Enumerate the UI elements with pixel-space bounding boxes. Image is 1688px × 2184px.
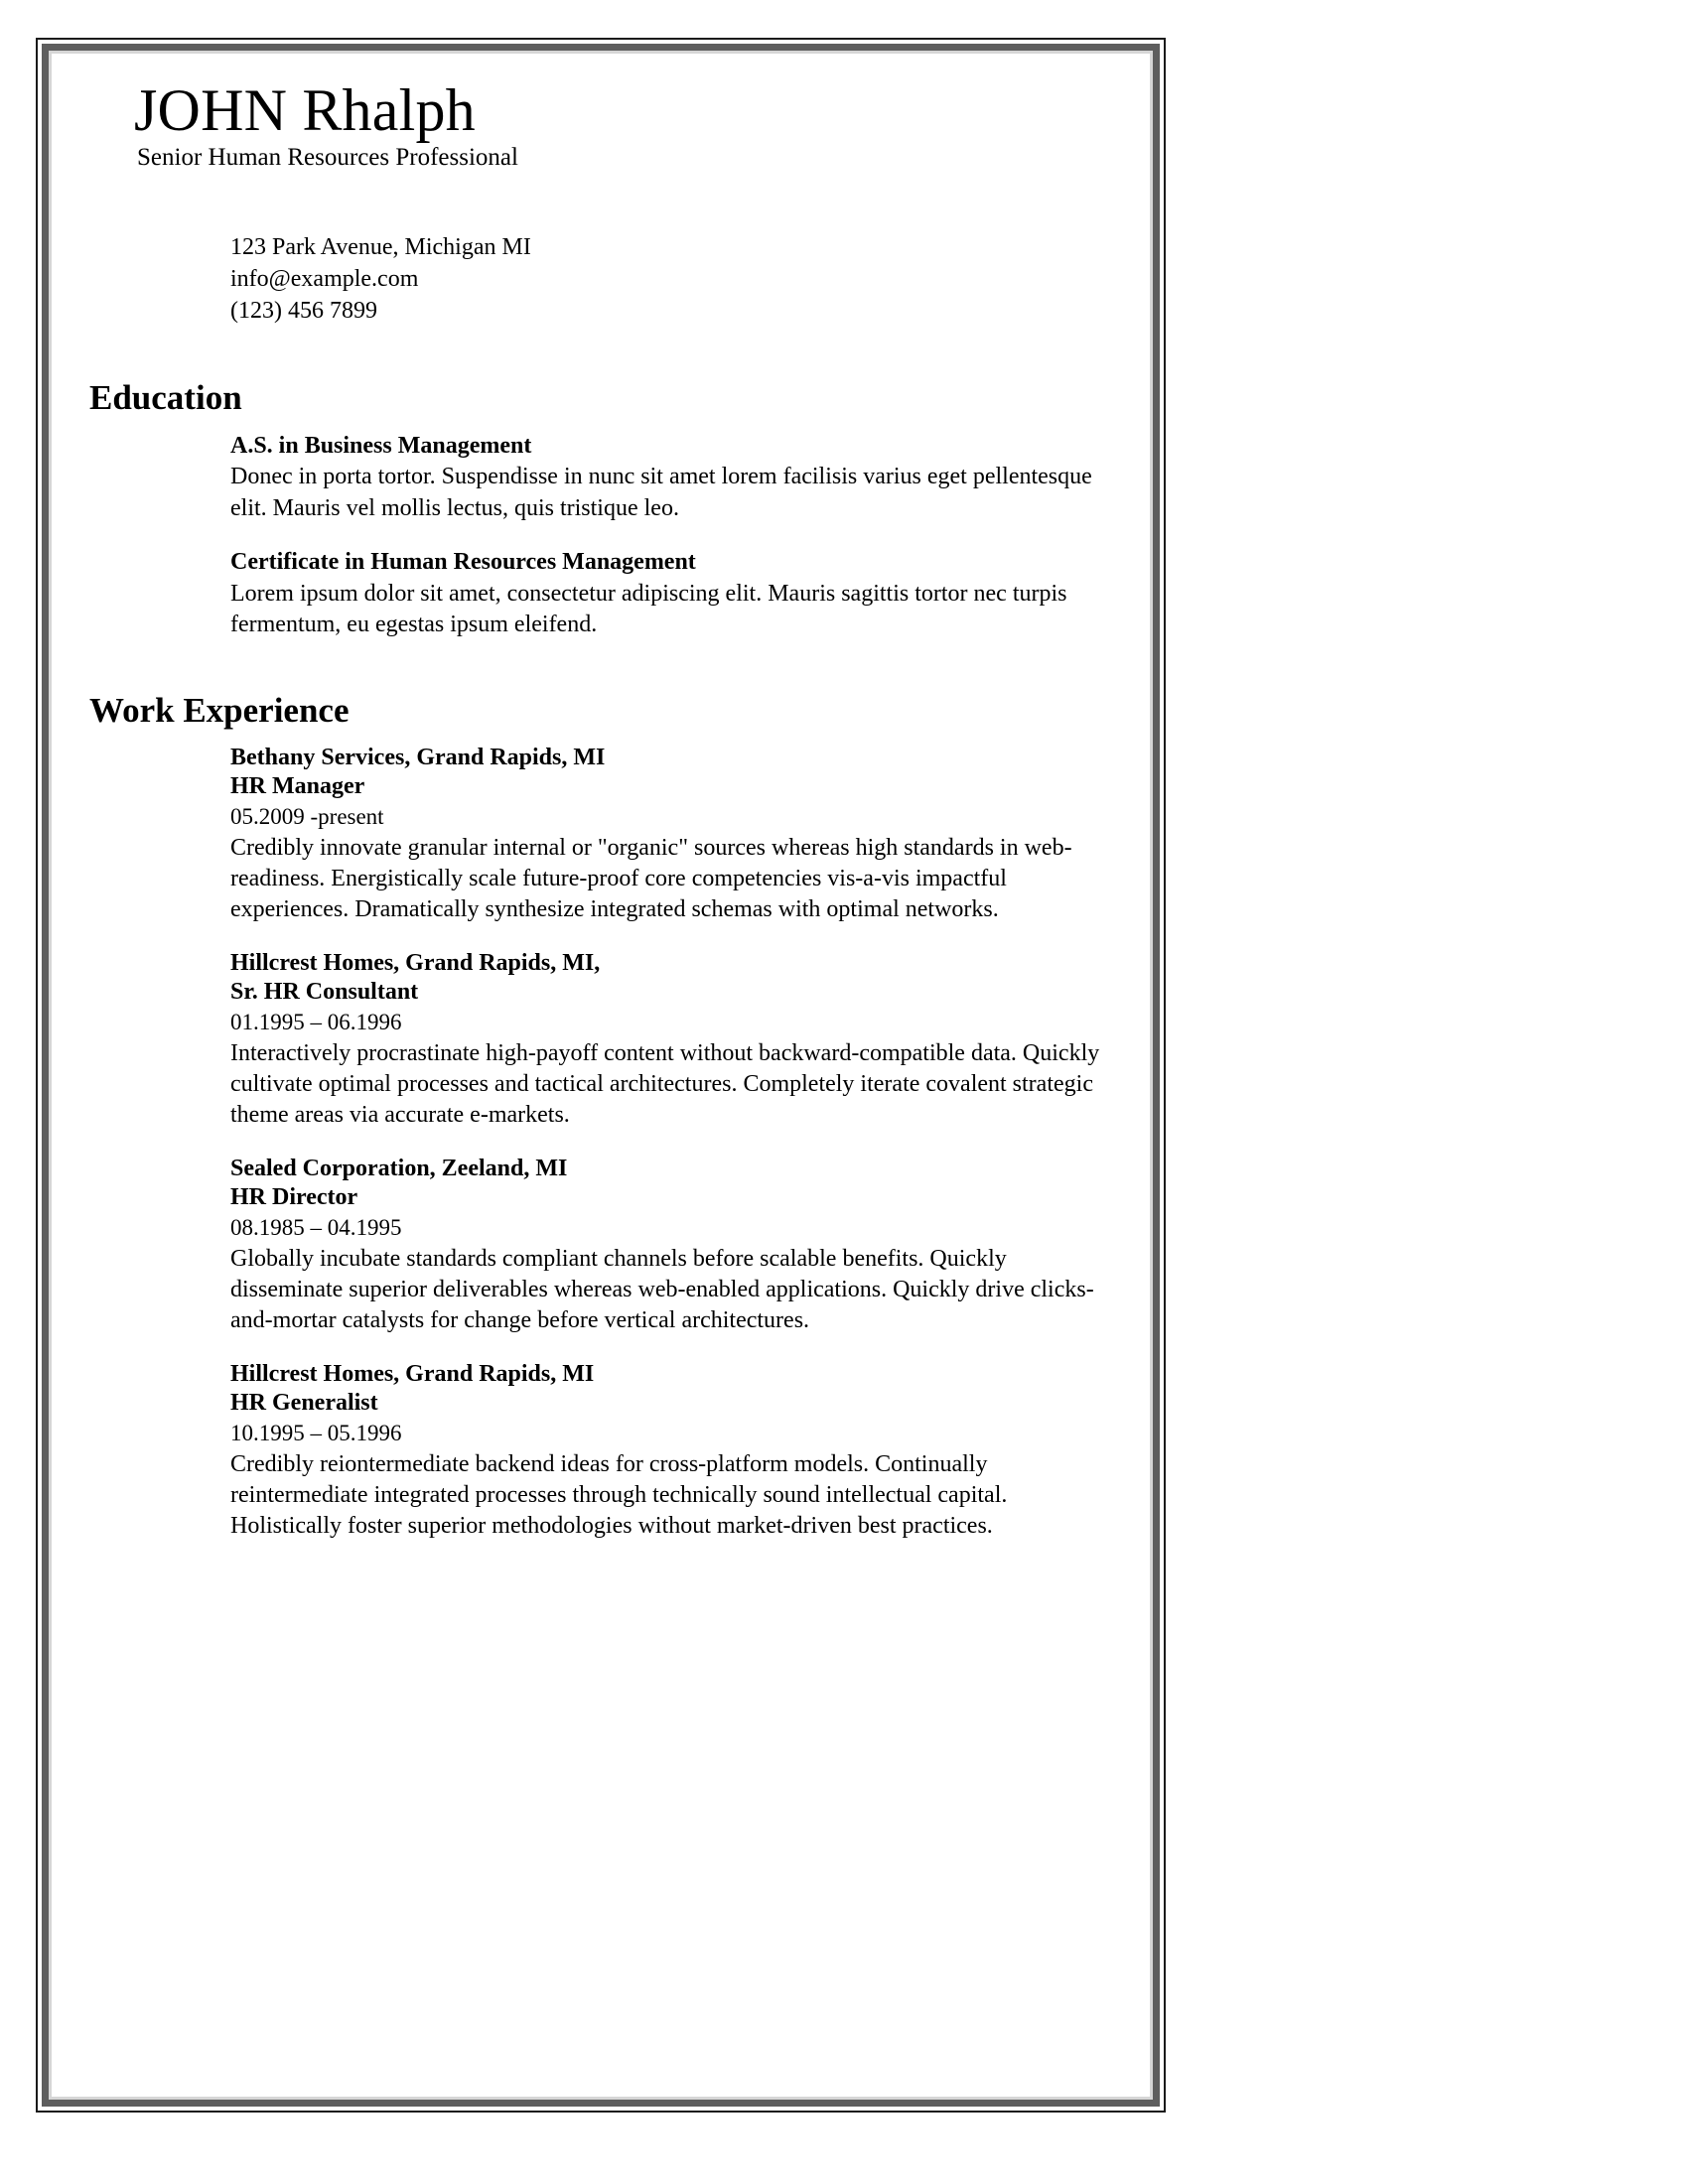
work-description: Interactively procrastinate high-payoff content without backward-compatible data. Quickly cultivate optimal processes and tactical architectures. Completely iterate covalent strategic theme areas via accurate e-markets. xyxy=(230,1039,1100,1129)
work-company: Sealed Corporation, Zeeland, MI xyxy=(230,1156,568,1182)
page-border-gray xyxy=(42,44,1160,2107)
professional-subtitle: Senior Human Resources Professional xyxy=(137,144,518,172)
work-role: HR Generalist xyxy=(230,1389,378,1416)
work-company: Bethany Services, Grand Rapids, MI xyxy=(230,745,606,771)
work-dates: 10.1995 – 05.1996 xyxy=(230,1420,402,1445)
work-company: Hillcrest Homes, Grand Rapids, MI, xyxy=(230,950,601,977)
work-role: HR Manager xyxy=(230,773,365,800)
contact-address: 123 Park Avenue, Michigan MI xyxy=(230,234,531,261)
resume-content xyxy=(52,54,1150,1571)
education-entry xyxy=(230,548,1120,640)
page-border-outer xyxy=(36,38,1166,2113)
section-work-experience xyxy=(89,692,1120,1542)
education-entry-list xyxy=(89,432,1120,640)
section-heading-education: Education xyxy=(89,378,242,418)
work-company: Hillcrest Homes, Grand Rapids, MI xyxy=(230,1361,595,1388)
work-dates: 01.1995 – 06.1996 xyxy=(230,1009,402,1034)
work-role: Sr. HR Consultant xyxy=(230,979,419,1006)
education-degree: Certificate in Human Resources Management xyxy=(230,548,696,575)
work-description: Credibly innovate granular internal or "organic" sources whereas high standards in web-readiness. Energistically scale future-proof core competencies vis-a-vis impactful experiences. Dramatically synthesize integrated schemas with optimal networks. xyxy=(230,834,1072,923)
education-description: Lorem ipsum dolor sit amet, consectetur adipiscing elit. Mauris sagittis tortor nec turpis fermentum, eu egestas ipsum eleifend. xyxy=(230,580,1067,637)
work-description: Globally incubate standards compliant channels before scalable benefits. Quickly disseminate superior deliverables whereas web-enabled applications. Quickly drive clicks-and-mortar catalysts for change before vertical architectures. xyxy=(230,1245,1094,1333)
work-dates: 08.1985 – 04.1995 xyxy=(230,1214,402,1240)
work-description: Credibly reiontermediate backend ideas for cross-platform models. Continually reintermediate integrated processes through technically sound intellectual capital. Holistically foster superior methodologies without market-driven best practices. xyxy=(230,1450,1008,1539)
resume-header xyxy=(89,79,1120,173)
page-title: JOHN Rhalph xyxy=(134,77,476,143)
education-description: Donec in porta tortor. Suspendisse in nunc sit amet lorem facilisis varius eget pellentesque elit. Mauris vel mollis lectus, quis tristique leo. xyxy=(230,464,1092,521)
work-entry xyxy=(230,949,1120,1131)
contact-email: info@example.com xyxy=(230,266,419,293)
contact-block xyxy=(230,232,1120,328)
work-dates: 05.2009 -present xyxy=(230,804,384,830)
work-entry xyxy=(230,1155,1120,1336)
work-entry xyxy=(230,744,1120,925)
contact-phone: (123) 456 7899 xyxy=(230,298,377,325)
work-entry xyxy=(230,1360,1120,1542)
education-entry xyxy=(230,432,1120,524)
work-entry-list xyxy=(89,744,1120,1542)
section-heading-work-experience: Work Experience xyxy=(89,690,350,730)
section-education xyxy=(89,379,1120,640)
education-degree: A.S. in Business Management xyxy=(230,432,532,459)
work-role: HR Director xyxy=(230,1184,358,1211)
resume-page xyxy=(49,51,1153,2100)
